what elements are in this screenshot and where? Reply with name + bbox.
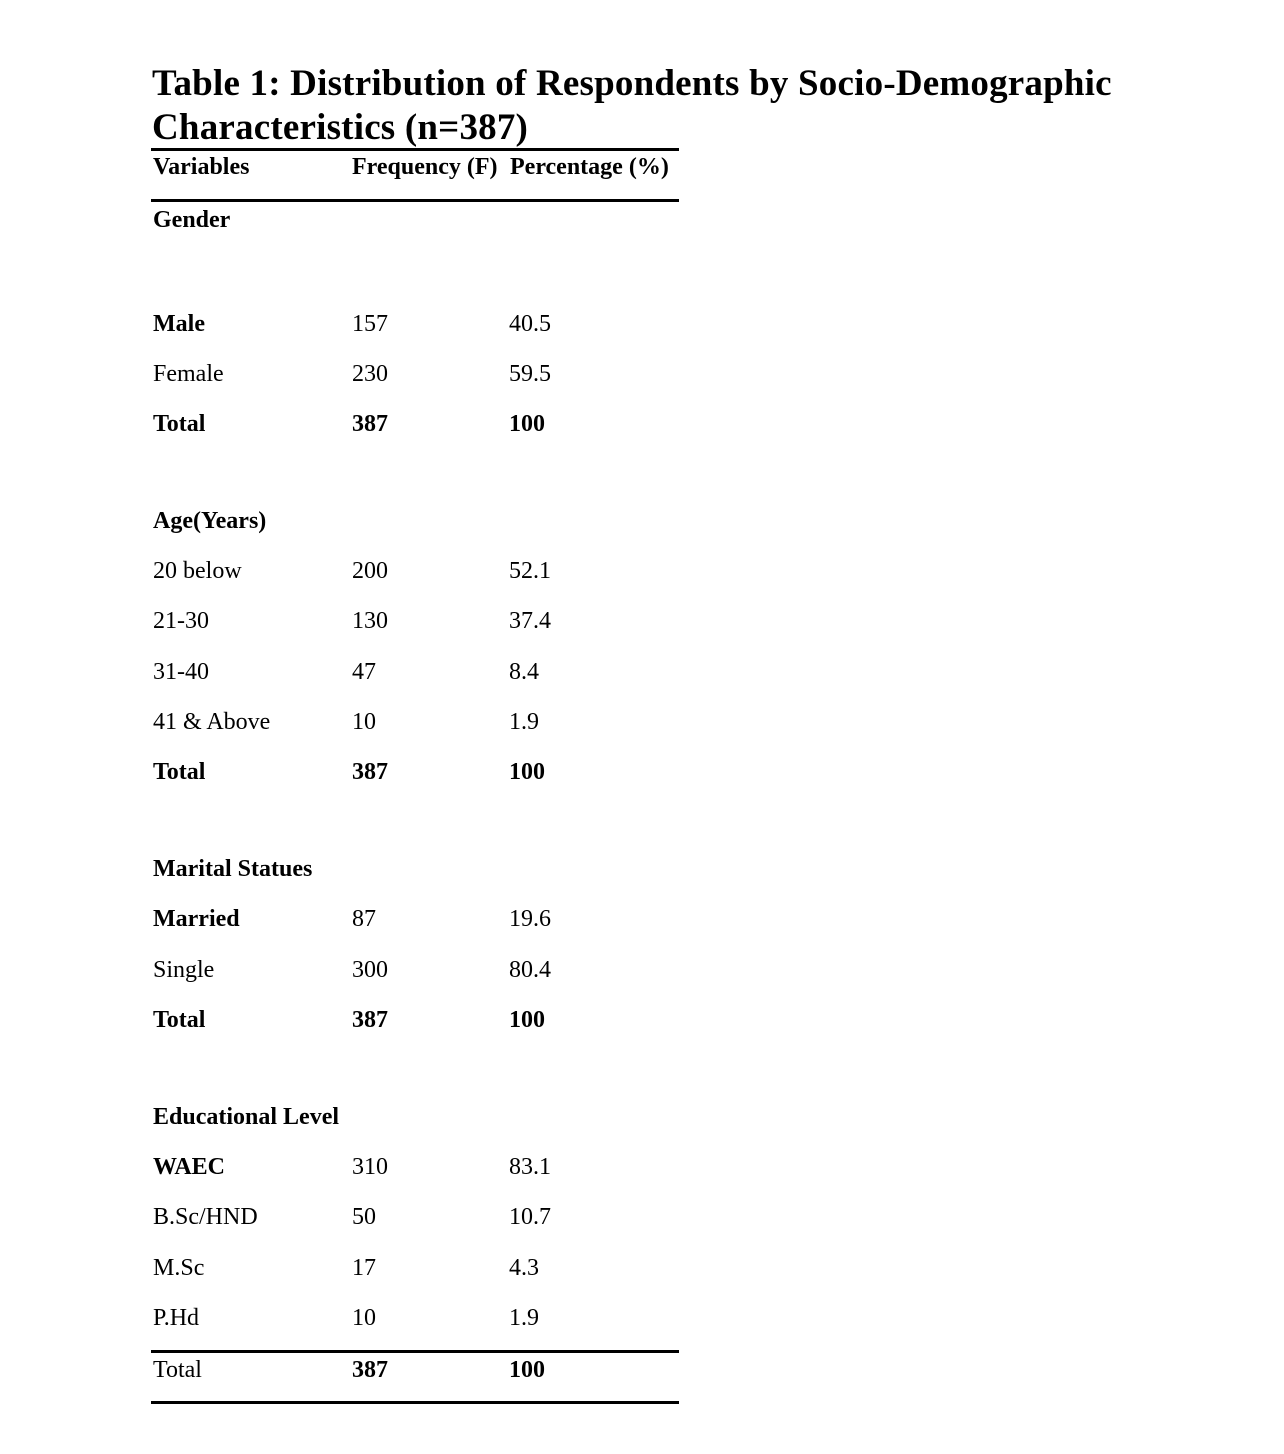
row-label: M.Sc: [153, 1255, 205, 1281]
table-title: Table 1: Distribution of Respondents by Socio-Demographic Characteristics (n=387): [152, 63, 1112, 148]
row-label: P.Hd: [153, 1305, 200, 1331]
row-label: 20 below: [153, 558, 242, 584]
table-row: [153, 707, 673, 737]
row-label: 41 & Above: [153, 709, 271, 735]
header-frequency: Frequency (F): [352, 154, 498, 180]
table-top-rule: [151, 148, 679, 151]
table-row: [153, 1202, 673, 1232]
row-frequency: 300: [352, 957, 388, 983]
row-percentage: 40.5: [509, 311, 551, 337]
table-row: [153, 359, 673, 389]
table-row: [153, 904, 673, 934]
row-percentage: 37.4: [509, 608, 551, 634]
row-frequency: 200: [352, 558, 388, 584]
table-row-total: [153, 1355, 673, 1385]
row-frequency: 387: [352, 759, 388, 785]
row-frequency: 10: [352, 1305, 376, 1331]
row-label: Total: [153, 1007, 206, 1033]
row-frequency: 130: [352, 608, 388, 634]
row-percentage: 83.1: [509, 1154, 551, 1180]
row-frequency: 50: [352, 1204, 376, 1230]
header-variables: Variables: [153, 154, 250, 180]
row-percentage: 8.4: [509, 659, 539, 685]
table-bottom-rule: [151, 1401, 679, 1404]
row-frequency: 310: [352, 1154, 388, 1180]
row-label: 31-40: [153, 659, 209, 685]
row-frequency: 387: [352, 411, 388, 437]
table-row: [153, 606, 673, 636]
section-heading-label: Marital Statues: [153, 856, 313, 882]
row-label: Male: [153, 311, 205, 337]
row-percentage: 100: [509, 759, 545, 785]
row-percentage: 100: [509, 1357, 545, 1383]
header-percentage: Percentage (%): [510, 154, 669, 180]
row-percentage: 100: [509, 411, 545, 437]
row-label: Female: [153, 361, 224, 387]
row-label: Single: [153, 957, 215, 983]
row-percentage: 52.1: [509, 558, 551, 584]
row-frequency: 10: [352, 709, 376, 735]
row-label: Total: [153, 759, 206, 785]
table-row-total: [153, 409, 673, 439]
row-percentage: 1.9: [509, 1305, 539, 1331]
table-row-total: [153, 1005, 673, 1035]
row-percentage: 4.3: [509, 1255, 539, 1281]
row-label: B.Sc/HND: [153, 1204, 258, 1230]
row-label: WAEC: [153, 1154, 226, 1180]
row-percentage: 1.9: [509, 709, 539, 735]
row-frequency: 47: [352, 659, 376, 685]
total-top-rule: [151, 1350, 679, 1353]
section-heading-label: Educational Level: [153, 1104, 340, 1130]
row-frequency: 87: [352, 906, 376, 932]
section-heading-age: [153, 506, 673, 536]
table-row: [153, 657, 673, 687]
row-frequency: 387: [352, 1357, 388, 1383]
row-percentage: 10.7: [509, 1204, 551, 1230]
table-row: [153, 309, 673, 339]
row-frequency: 157: [352, 311, 388, 337]
table-row: [153, 1253, 673, 1283]
row-label: Total: [153, 411, 206, 437]
section-heading-label: Age(Years): [153, 508, 267, 534]
row-label: Married: [153, 906, 240, 932]
row-frequency: 17: [352, 1255, 376, 1281]
row-percentage: 100: [509, 1007, 545, 1033]
row-frequency: 387: [352, 1007, 388, 1033]
row-label: 21-30: [153, 608, 209, 634]
row-percentage: 19.6: [509, 906, 551, 932]
section-heading-label: Gender: [153, 207, 231, 233]
table-row: [153, 1303, 673, 1333]
row-percentage: 59.5: [509, 361, 551, 387]
row-percentage: 80.4: [509, 957, 551, 983]
section-heading-education: [153, 1102, 673, 1132]
table-row: [153, 556, 673, 586]
header-bottom-rule: [151, 199, 679, 202]
table-row: [153, 1152, 673, 1182]
table-row-total: [153, 757, 673, 787]
row-label: Total: [153, 1357, 202, 1383]
section-heading-marital: [153, 854, 673, 884]
row-frequency: 230: [352, 361, 388, 387]
section-heading-gender: [153, 205, 673, 235]
table-row: [153, 955, 673, 985]
